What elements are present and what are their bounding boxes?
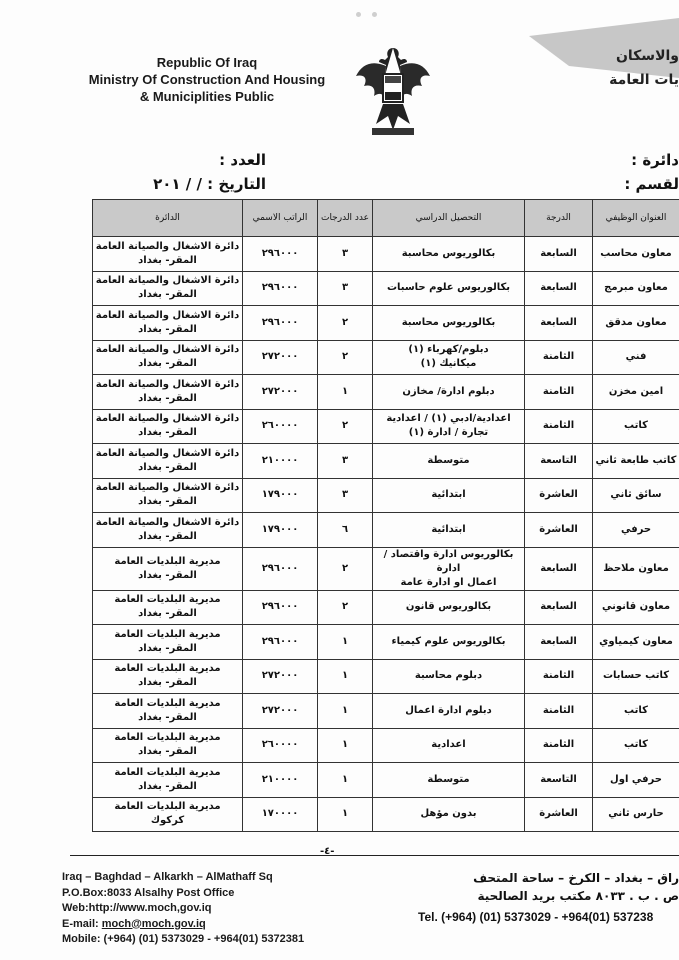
cell-count <box>318 590 373 625</box>
cell-salary <box>243 763 318 798</box>
cell-count <box>318 237 373 272</box>
cell-grade <box>525 763 593 798</box>
cell-grade <box>525 444 593 479</box>
education-line: متوسطة <box>427 454 470 466</box>
job-title-text: معاون محاسب <box>600 247 672 259</box>
header-grade: الدرجة <box>525 200 593 237</box>
cell-salary <box>243 409 318 444</box>
department-line: كركوك <box>150 815 185 827</box>
table-row <box>93 694 679 729</box>
iraq-eagle-emblem-icon <box>352 42 434 142</box>
cell-count <box>318 728 373 763</box>
count-text: ١ <box>341 635 349 647</box>
cell-job-title <box>593 409 679 444</box>
cell-department <box>93 625 243 660</box>
cell-job-title <box>593 763 679 798</box>
grade-text: السابعة <box>540 601 577 613</box>
table-row <box>93 306 679 341</box>
cell-count <box>318 513 373 548</box>
job-title-text: كاتب طابعة ثاني <box>595 454 677 466</box>
cell-grade <box>525 694 593 729</box>
department-line: دائرة الاشغال والصيانة العامة <box>95 413 240 425</box>
education-line: تجارة / ادارة (١) <box>408 427 489 439</box>
department-line: المقر- بغداد <box>138 496 197 508</box>
education-line: بكالوريوس علوم كيمياء <box>391 635 506 647</box>
department-line: المقر- بغداد <box>138 358 197 370</box>
header-job-title: العنوان الوظيفي <box>593 200 679 237</box>
table-row <box>93 478 679 513</box>
job-title-text: كاتب <box>624 704 648 716</box>
cell-grade <box>525 409 593 444</box>
grade-text: الثامنة <box>542 351 575 363</box>
cell-grade <box>525 375 593 410</box>
cell-grade <box>525 237 593 272</box>
cell-education <box>373 306 525 341</box>
cell-grade <box>525 547 593 590</box>
document-date-value: / / ٢٠١ <box>153 175 202 193</box>
document-number-label: العدد : <box>219 151 266 169</box>
cell-education <box>373 547 525 590</box>
cell-count <box>318 694 373 729</box>
cell-job-title <box>593 625 679 660</box>
education-line: بكالوريوس علوم حاسبات <box>386 282 511 294</box>
footer-english <box>62 870 304 948</box>
cell-job-title <box>593 547 679 590</box>
punch-hole <box>356 12 361 17</box>
job-title-text: كاتب حسابات <box>602 670 670 682</box>
salary-text: ٢٧٢٠٠٠ <box>261 670 299 682</box>
department-line: المقر- بغداد <box>138 780 197 792</box>
cell-education <box>373 340 525 375</box>
job-title-text: معاون قانوني <box>601 601 671 613</box>
grade-text: السابعة <box>540 316 577 328</box>
cell-education <box>373 590 525 625</box>
department-line: المقر- بغداد <box>138 746 197 758</box>
header-education: التحصيل الدراسي <box>373 200 525 237</box>
page-number: -٤- <box>320 846 335 857</box>
letterhead-line: يات العامة <box>609 72 679 88</box>
cell-department <box>93 306 243 341</box>
cell-salary <box>243 340 318 375</box>
department-line: مديرية البلديات العامة <box>114 628 221 640</box>
department-line: المقر- بغداد <box>138 569 197 581</box>
footer-email-link[interactable]: moch@moch.gov.iq <box>101 917 206 930</box>
department-line: المقر- بغداد <box>138 530 197 542</box>
count-text: ٢ <box>341 601 349 613</box>
table-row <box>93 590 679 625</box>
job-title-text: امين مخزن <box>608 385 664 397</box>
job-title-text: حرفي <box>620 523 652 535</box>
table-row <box>93 271 679 306</box>
count-text: ٢ <box>341 351 349 363</box>
salary-text: ١٧٠٠٠٠ <box>261 808 299 820</box>
footer-email-label: E-mail: <box>62 917 102 930</box>
grade-text: الثامنة <box>542 420 575 432</box>
table-row <box>93 659 679 694</box>
grade-text: الثامنة <box>542 704 575 716</box>
vacancies-table <box>92 199 679 832</box>
grade-text: السابعة <box>540 562 577 574</box>
cell-job-title <box>593 797 679 832</box>
grade-text: الثامنة <box>542 670 575 682</box>
education-line: دبلوم/كهرباء (١) <box>408 344 489 356</box>
cell-count <box>318 444 373 479</box>
cell-department <box>93 478 243 513</box>
cell-salary <box>243 271 318 306</box>
department-line: مديرية البلديات العامة <box>114 663 221 675</box>
cell-education <box>373 271 525 306</box>
count-text: ١ <box>341 704 349 716</box>
count-text: ٣ <box>341 489 349 501</box>
salary-text: ٢٩٦٠٠٠ <box>261 316 299 328</box>
cell-salary <box>243 375 318 410</box>
letterhead-line: Ministry Of Construction And Housing <box>88 72 326 87</box>
count-text: ١ <box>341 773 349 785</box>
count-text: ٣ <box>341 454 349 466</box>
cell-department <box>93 728 243 763</box>
count-text: ٢ <box>341 420 349 432</box>
salary-text: ١٧٩٠٠٠ <box>261 489 299 501</box>
cell-department <box>93 659 243 694</box>
cell-education <box>373 763 525 798</box>
cell-department <box>93 763 243 798</box>
table-row <box>93 763 679 798</box>
footer-address-arabic: راق – بغداد – الكرخ – ساحة المتحف <box>473 871 679 885</box>
department-line: المقر- بغداد <box>138 323 197 335</box>
cell-grade <box>525 659 593 694</box>
grade-text: السابعة <box>540 247 577 259</box>
document-date-label: التاريخ : <box>207 175 266 193</box>
department-line: مديرية البلديات العامة <box>114 801 221 813</box>
department-line: دائرة الاشغال والصيانة العامة <box>95 344 240 356</box>
job-title-text: كاتب <box>624 739 648 751</box>
grade-text: السابعة <box>540 282 577 294</box>
letterhead-line: & Municiplities Public <box>139 89 275 104</box>
table-row <box>93 513 679 548</box>
cell-salary <box>243 797 318 832</box>
cell-grade <box>525 625 593 660</box>
count-text: ٣ <box>341 282 349 294</box>
punch-hole <box>372 12 377 17</box>
count-text: ٢ <box>341 316 349 328</box>
cell-education <box>373 444 525 479</box>
table-row <box>93 409 679 444</box>
count-text: ١ <box>341 808 349 820</box>
section-label: لقسم : <box>624 175 679 193</box>
table-row <box>93 444 679 479</box>
cell-grade <box>525 590 593 625</box>
table-row <box>93 237 679 272</box>
job-title-text: حرفي اول <box>610 773 662 785</box>
cell-salary <box>243 590 318 625</box>
department-line: المقر- بغداد <box>138 677 197 689</box>
table-row <box>93 625 679 660</box>
cell-count <box>318 797 373 832</box>
department-line: المقر- بغداد <box>138 254 197 266</box>
salary-text: ٢٩٦٠٠٠ <box>261 635 299 647</box>
letterhead-arabic <box>534 44 679 92</box>
cell-department <box>93 375 243 410</box>
count-text: ١ <box>341 739 349 751</box>
cell-salary <box>243 728 318 763</box>
department-label: دائرة : <box>631 151 679 169</box>
department-line: المقر- بغداد <box>138 427 197 439</box>
job-title-text: كاتب <box>624 420 648 432</box>
salary-text: ٢٧٢٠٠٠ <box>261 385 299 397</box>
department-line: مديرية البلديات العامة <box>114 555 221 567</box>
cell-education <box>373 694 525 729</box>
cell-grade <box>525 306 593 341</box>
department-line: دائرة الاشغال والصيانة العامة <box>95 275 240 287</box>
education-line: بكالوريوس ادارة واقتصاد / ادارة <box>383 548 514 574</box>
department-line: مديرية البلديات العامة <box>114 594 221 606</box>
grade-text: العاشرة <box>539 808 578 820</box>
cell-department <box>93 694 243 729</box>
grade-text: الثامنة <box>542 385 575 397</box>
department-line: مديرية البلديات العامة <box>114 732 221 744</box>
cell-count <box>318 763 373 798</box>
cell-count <box>318 478 373 513</box>
count-text: ٦ <box>341 523 349 535</box>
letterhead-line: Republic Of Iraq <box>156 55 258 70</box>
grade-text: الثامنة <box>542 739 575 751</box>
cell-count <box>318 659 373 694</box>
grade-text: التاسعة <box>540 454 577 466</box>
department-line: مديرية البلديات العامة <box>114 766 221 778</box>
document-date-line <box>86 172 266 196</box>
department-line: المقر- بغداد <box>138 711 197 723</box>
footer-address: Iraq – Baghdad – Alkarkh – AlMathaff Sq <box>62 871 273 883</box>
salary-text: ٢١٠٠٠٠ <box>261 454 299 466</box>
education-line: اعدادية <box>431 739 466 751</box>
cell-education <box>373 478 525 513</box>
education-line: ابتدائية <box>431 489 466 501</box>
cell-count <box>318 625 373 660</box>
cell-department <box>93 513 243 548</box>
cell-department <box>93 271 243 306</box>
department-line: دائرة الاشغال والصيانة العامة <box>95 447 240 459</box>
count-text: ٣ <box>341 247 349 259</box>
salary-text: ٢٩٦٠٠٠ <box>261 562 299 574</box>
cell-department <box>93 797 243 832</box>
cell-salary <box>243 444 318 479</box>
education-line: ميكانيك (١) <box>420 358 477 370</box>
education-line: ابتدائية <box>431 523 466 535</box>
footer-pobox-arabic: ص . ب . ٨٠٣٣ مكتب بريد الصالحية <box>477 889 679 903</box>
salary-text: ٢٩٦٠٠٠ <box>261 282 299 294</box>
table-row <box>93 547 679 590</box>
department-line: المقر- بغداد <box>138 642 197 654</box>
salary-text: ٢٦٠٠٠٠ <box>261 739 299 751</box>
job-title-text: معاون كيمياوي <box>599 635 673 647</box>
job-title-text: سائق ثاني <box>610 489 662 501</box>
cell-job-title <box>593 444 679 479</box>
cell-salary <box>243 478 318 513</box>
cell-salary <box>243 237 318 272</box>
table-row <box>93 797 679 832</box>
grade-text: التاسعة <box>540 773 577 785</box>
education-line: بكالوريوس محاسبة <box>401 247 496 259</box>
education-line: دبلوم ادارة/ مخازن <box>402 385 495 397</box>
cell-grade <box>525 728 593 763</box>
salary-text: ٢٩٦٠٠٠ <box>261 247 299 259</box>
cell-count <box>318 306 373 341</box>
salary-text: ١٧٩٠٠٠ <box>261 523 299 535</box>
cell-count <box>318 271 373 306</box>
cell-job-title <box>593 728 679 763</box>
cell-grade <box>525 513 593 548</box>
job-title-text: معاون مدقق <box>605 316 667 328</box>
footer-pobox: P.O.Box:8033 Alsalhy Post Office <box>62 886 235 899</box>
cell-salary <box>243 306 318 341</box>
cell-job-title <box>593 340 679 375</box>
number-date-block <box>86 148 266 196</box>
department-line: دائرة الاشغال والصيانة العامة <box>95 240 240 252</box>
table-header-row <box>93 200 679 237</box>
cell-salary <box>243 625 318 660</box>
cell-department <box>93 409 243 444</box>
count-text: ١ <box>341 385 349 397</box>
footer-mobile: Mobile: (+964) (01) 5373029 - +964(01) 5372381 <box>62 933 305 945</box>
cell-salary <box>243 694 318 729</box>
cell-job-title <box>593 271 679 306</box>
department-line: دائرة الاشغال والصيانة العامة <box>95 378 240 390</box>
department-line: المقر- بغداد <box>138 608 197 620</box>
cell-education <box>373 375 525 410</box>
salary-text: ٢٩٦٠٠٠ <box>261 601 299 613</box>
department-line: المقر- بغداد <box>138 392 197 404</box>
cell-department <box>93 237 243 272</box>
footer-telephone: Tel. (+964) (01) 5373029 - +964(01) 537238 <box>418 910 654 924</box>
cell-count <box>318 547 373 590</box>
letterhead-english <box>82 54 332 105</box>
education-line: بدون مؤهل <box>420 808 477 820</box>
grade-text: العاشرة <box>539 523 578 535</box>
cell-job-title <box>593 306 679 341</box>
cell-education <box>373 728 525 763</box>
cell-job-title <box>593 659 679 694</box>
cell-education <box>373 625 525 660</box>
table-row <box>93 340 679 375</box>
department-line: المقر- بغداد <box>138 461 197 473</box>
cell-count <box>318 375 373 410</box>
department-line: مديرية البلديات العامة <box>114 697 221 709</box>
footer-arabic <box>379 869 679 905</box>
cell-job-title <box>593 478 679 513</box>
cell-department <box>93 444 243 479</box>
education-line: بكالوريوس قانون <box>405 601 492 613</box>
salary-text: ٢٧٢٠٠٠ <box>261 351 299 363</box>
job-title-text: حارس ثاني <box>608 808 664 820</box>
cell-education <box>373 513 525 548</box>
education-line: اعمال او ادارة عامة <box>400 576 497 588</box>
header-salary: الراتب الاسمي <box>243 200 318 237</box>
office-labels <box>609 148 679 196</box>
education-line: اعدادية/ادبي (١) / اعدادية <box>386 413 511 425</box>
cell-department <box>93 340 243 375</box>
department-line: دائرة الاشغال والصيانة العامة <box>95 516 240 528</box>
cell-job-title <box>593 694 679 729</box>
salary-text: ٢٦٠٠٠٠ <box>261 420 299 432</box>
cell-count <box>318 409 373 444</box>
header-count: عدد الدرجات <box>318 200 373 237</box>
salary-text: ٢٧٢٠٠٠ <box>261 704 299 716</box>
count-text: ٢ <box>341 562 349 574</box>
cell-job-title <box>593 375 679 410</box>
cell-grade <box>525 340 593 375</box>
header-department: الدائرة <box>93 200 243 237</box>
cell-job-title <box>593 513 679 548</box>
job-title-text: معاون ملاحظ <box>603 562 669 574</box>
department-line: المقر- بغداد <box>138 289 197 301</box>
cell-education <box>373 409 525 444</box>
cell-salary <box>243 513 318 548</box>
salary-text: ٢١٠٠٠٠ <box>261 773 299 785</box>
department-line: دائرة الاشغال والصيانة العامة <box>95 482 240 494</box>
cell-salary <box>243 659 318 694</box>
cell-job-title <box>593 237 679 272</box>
education-line: متوسطة <box>427 773 470 785</box>
grade-text: السابعة <box>540 635 577 647</box>
cell-count <box>318 340 373 375</box>
cell-salary <box>243 547 318 590</box>
footer-divider <box>70 855 679 856</box>
department-line: دائرة الاشغال والصيانة العامة <box>95 309 240 321</box>
education-line: بكالوريوس محاسبة <box>401 316 496 328</box>
job-title-text: معاون مبرمج <box>604 282 668 294</box>
cell-grade <box>525 478 593 513</box>
job-title-text: فني <box>625 351 647 363</box>
education-line: دبلوم محاسبة <box>414 670 483 682</box>
cell-department <box>93 590 243 625</box>
table-row <box>93 728 679 763</box>
cell-job-title <box>593 590 679 625</box>
cell-grade <box>525 797 593 832</box>
grade-text: العاشرة <box>539 489 578 501</box>
count-text: ١ <box>341 670 349 682</box>
cell-grade <box>525 271 593 306</box>
cell-department <box>93 547 243 590</box>
cell-education <box>373 659 525 694</box>
cell-education <box>373 237 525 272</box>
footer-email <box>62 917 304 933</box>
letterhead-line: والاسكان <box>615 48 679 64</box>
footer-website: Web:http://www.moch,gov.iq <box>62 902 212 914</box>
education-line: دبلوم ادارة اعمال <box>405 704 492 716</box>
cell-education <box>373 797 525 832</box>
table-row <box>93 375 679 410</box>
